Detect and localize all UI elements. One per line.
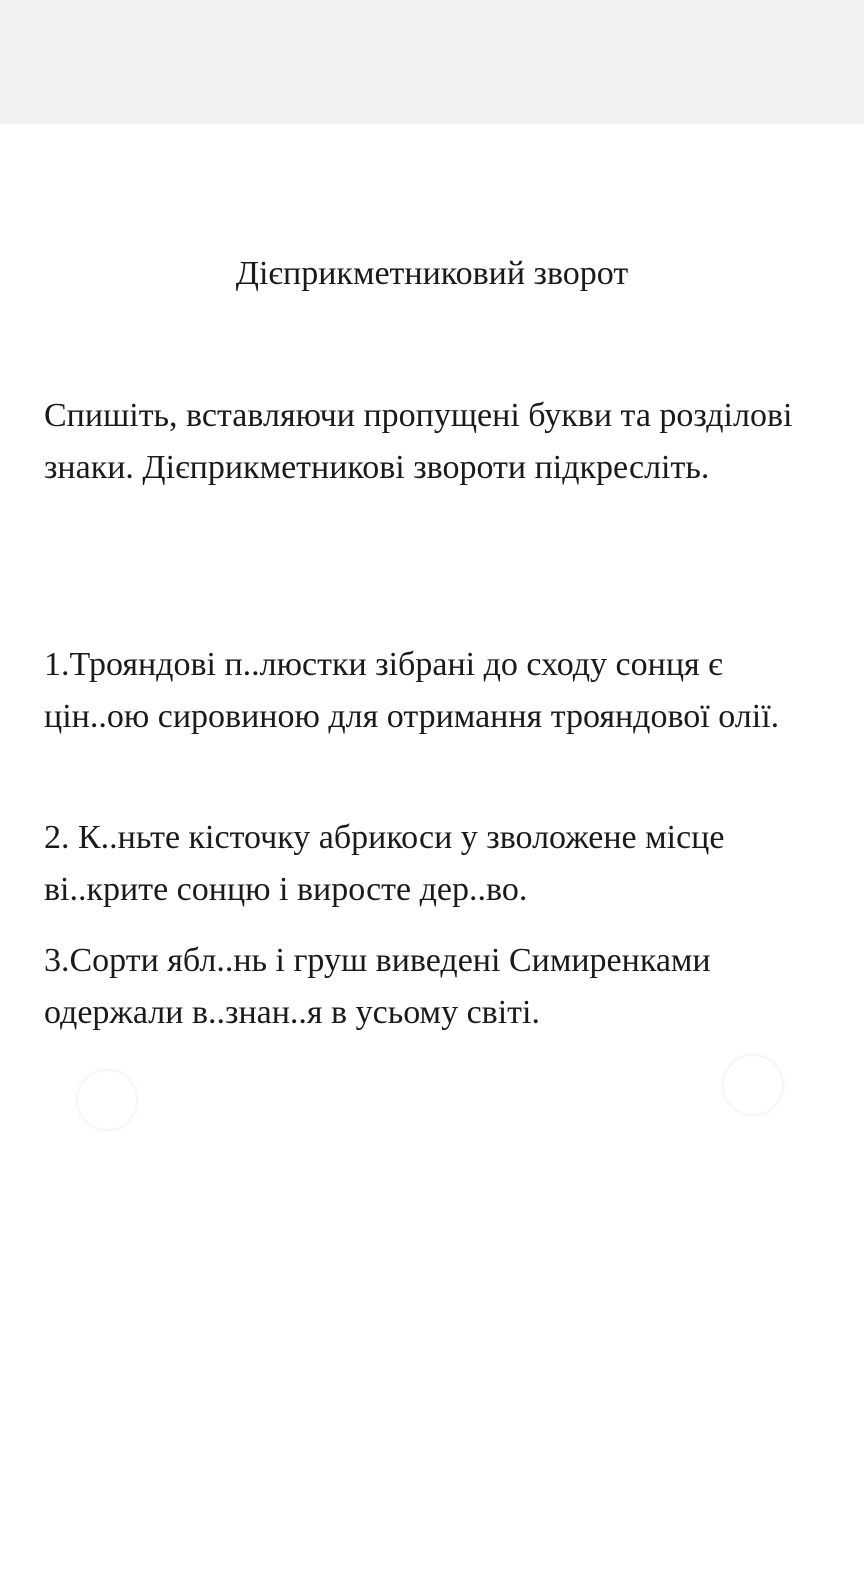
- instruction-text: Спишіть, вставляючи пропущені букви та розділові знаки. Дієприкметникові звороти підкресліть.: [44, 397, 793, 486]
- exercise-item-1: 1.Трояндові п..люстки зібрані до сходу сонця є цін..ою сировиною для отримання трояндової олії.: [44, 646, 780, 735]
- faint-circle-button-right[interactable]: [722, 1054, 784, 1116]
- faint-circle-button-left[interactable]: [76, 1069, 138, 1131]
- exercise-item-2: 2. К..ньте кісточку абрикоси у зволожене місце ві..крите сонцю і виросте дер..во.: [44, 819, 725, 908]
- document-page: [0, 124, 864, 1584]
- exercise-item-3: 3.Сорти ябл..нь і груш виведені Симиренками одержали в..знан..я в усьому світі.: [44, 942, 711, 1031]
- document-title: Дієприкметниковий зворот: [235, 255, 629, 292]
- top-bar: [0, 0, 864, 124]
